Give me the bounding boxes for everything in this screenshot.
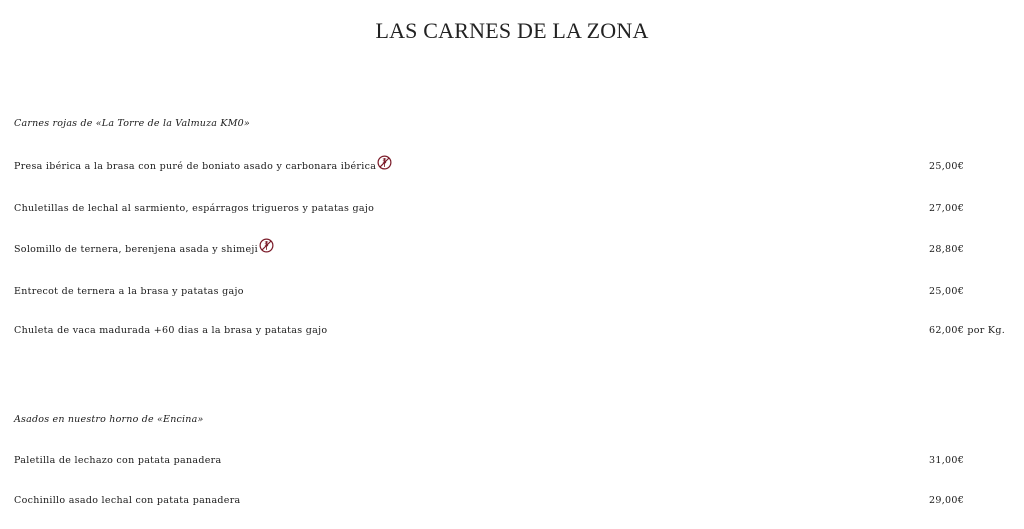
page-title: LAS CARNES DE LA ZONA — [375, 18, 649, 43]
menu-item-name: Paletilla de lechazo con patata panadera — [14, 455, 222, 466]
menu-item-price: 28,80€ — [929, 244, 965, 255]
no-gluten-icon — [259, 238, 274, 253]
menu-item-price: 25,00€ — [929, 286, 965, 297]
menu-item-price: 27,00€ — [929, 203, 965, 214]
menu-item-name: Presa ibérica a la brasa con puré de boniato asado y carbonara ibérica — [14, 155, 392, 172]
menu-item-presa-iberica — [14, 156, 1010, 172]
menu-item-chuletillas-lechal — [14, 198, 1010, 214]
menu-item-name: Cochinillo asado lechal con patata panadera — [14, 495, 241, 506]
menu-item-entrecot-ternera — [14, 281, 1010, 297]
section-heading-carnes-rojas: Carnes rojas de «La Torre de la Valmuza KM0» — [14, 118, 250, 129]
menu-item-price: 31,00€ — [929, 455, 965, 466]
menu-item-cochinillo-asado — [14, 490, 1010, 506]
section-heading-asados: Asados en nuestro horno de «Encina» — [14, 414, 204, 425]
menu-item-name: Chuletillas de lechal al sarmiento, espárragos trigueros y patatas gajo — [14, 203, 375, 214]
menu-item-price: 25,00€ — [929, 161, 965, 172]
no-gluten-icon — [377, 155, 392, 170]
menu-item-chuleta-vaca — [14, 320, 1010, 336]
menu-item-name: Entrecot de ternera a la brasa y patatas gajo — [14, 286, 244, 297]
menu-item-solomillo-ternera — [14, 239, 1010, 255]
menu-item-name: Solomillo de ternera, berenjena asada y shimeji — [14, 238, 274, 255]
menu-item-price: 29,00€ — [929, 495, 965, 506]
menu-item-price: 62,00€ por Kg. — [929, 325, 1006, 336]
menu-item-paletilla-lechazo — [14, 450, 1010, 466]
menu-item-name: Chuleta de vaca madurada +60 dias a la brasa y patatas gajo — [14, 325, 328, 336]
